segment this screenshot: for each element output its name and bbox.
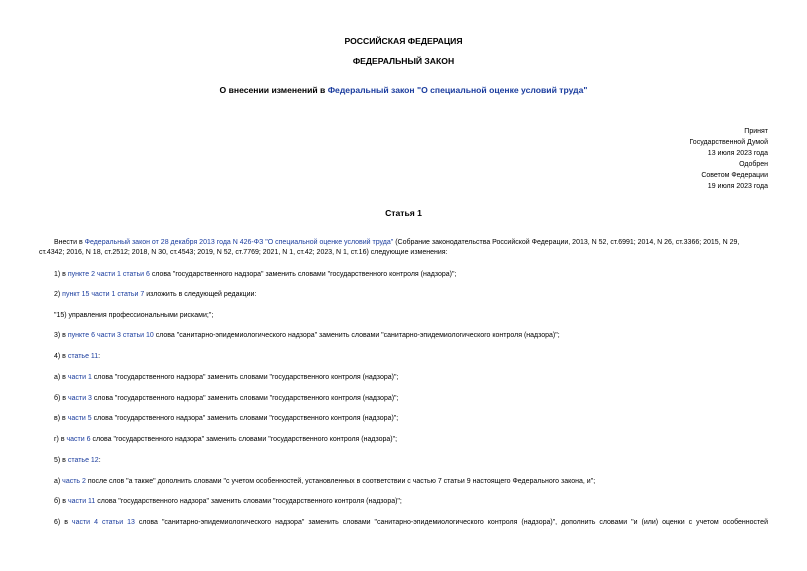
ref-link[interactable]: части 3 (67, 395, 92, 402)
ref-link[interactable]: статье 12 (67, 457, 99, 464)
adoption-date: 13 июля 2023 года (707, 150, 768, 157)
ref-link[interactable]: части 4 (71, 519, 98, 526)
text: 4) в (54, 353, 68, 360)
text: ст.4342; 2016, N 18, ст.2512; 2018, N 30, ст.4543; 2019, N 52, ст.7769; 2021, N 1, ст.42; 2023, N 1, ст.16) следующие изменения: (39, 249, 448, 256)
item-4b (39, 394, 768, 404)
text: 3) в (54, 332, 68, 339)
item-5a (39, 477, 768, 487)
ref-link[interactable]: пункт 15 (62, 291, 90, 298)
item-6 (39, 518, 768, 528)
item-2-quote: "15) управления профессиональными рисками;"; (54, 312, 214, 319)
ref-link[interactable]: статьи 6 (122, 271, 150, 278)
item-5b (39, 497, 768, 507)
text: Внести в (54, 239, 85, 246)
intro-paragraph-line2 (39, 248, 768, 258)
text: слова "государственного надзора" заменить словами "государственного контроля (надзора)"; (91, 415, 399, 422)
law-title-link[interactable]: Федеральный закон "О специальной оценке условий труда" (327, 85, 588, 95)
item-4c (39, 414, 768, 424)
ref-link[interactable]: статье 11 (67, 353, 99, 360)
text: слова "государственного надзора" заменить словами "государственного контроля (надзора)"; (95, 498, 402, 505)
ref-link[interactable]: части 3 (96, 332, 121, 339)
text: г) в (54, 436, 67, 443)
adoption-line: Одобрен (739, 161, 768, 168)
law-title-prefix: О внесении изменений в (219, 85, 328, 95)
text: а) (54, 478, 63, 485)
adoption-line: Советом Федерации (701, 172, 768, 179)
text: 1) в (54, 271, 68, 278)
text: : (98, 353, 101, 360)
text: слова "государственного надзора" заменить словами "государственного контроля (надзора)"; (91, 395, 399, 402)
text: после слов "а также" дополнить словами "с учетом особенностей, установленных в соответствии с частью 7 статьи 9 настоящего Федерального закона, и"; (85, 478, 596, 485)
item-4d (39, 435, 768, 445)
adoption-line: Принят (744, 128, 768, 135)
ref-link[interactable]: части 11 (67, 498, 96, 505)
text: 6) в (54, 519, 72, 526)
ref-link[interactable]: статьи 13 (101, 519, 135, 526)
law-title (0, 86, 807, 95)
intro-paragraph-line1 (39, 238, 768, 248)
law-type-heading: ФЕДЕРАЛЬНЫЙ ЗАКОН (352, 56, 455, 66)
ref-link[interactable]: пункте 2 (67, 271, 95, 278)
item-4 (39, 352, 768, 362)
law-reference-link[interactable]: Федеральный закон от 28 декабря 2013 года N 426-ФЗ "О специальной оценке условий труда" (84, 239, 394, 246)
ref-link[interactable]: части 1 (96, 271, 121, 278)
text: слова "государственного надзора" заменить словами "государственного контроля (надзора)"; (90, 436, 398, 443)
country-heading: РОССИЙСКАЯ ФЕДЕРАЦИЯ (344, 36, 463, 46)
adoption-date: 19 июля 2023 года (707, 183, 768, 190)
ref-link[interactable]: части 1 (91, 291, 116, 298)
item-1 (39, 270, 768, 280)
ref-link[interactable]: статьи 10 (122, 332, 154, 339)
text: слова "государственного надзора" заменить словами "государственного контроля (надзора)"; (149, 271, 457, 278)
text: 2) (54, 291, 63, 298)
text: слова "санитарно-эпидемиологического надзора" заменить словами "санитарно-эпидемиологического контроля (надзора)"; (153, 332, 560, 339)
item-2 (39, 290, 768, 300)
text: (Собрание законодательства Российской Федерации, 2013, N 52, ст.6991; 2014, N 26, ст.3366; 2015, N 29, (393, 239, 740, 246)
text: : (98, 457, 101, 464)
text: б) в (54, 498, 68, 505)
text: а) в (54, 374, 68, 381)
text: слова "государственного надзора" заменить словами "государственного контроля (надзора)"; (91, 374, 399, 381)
ref-link[interactable]: статьи 7 (117, 291, 145, 298)
text: в) в (54, 415, 68, 422)
adoption-block (568, 126, 768, 192)
ref-link[interactable]: часть 2 (62, 478, 86, 485)
item-5 (39, 456, 768, 466)
text: слова "санитарно-эпидемиологического надзора" заменить словами "санитарно-эпидемиологического контроля (надзора)", дополнить словами "и (или) оценки с учетом особенностей (134, 519, 768, 526)
text: 5) в (54, 457, 68, 464)
ref-link[interactable]: пункте 6 (67, 332, 95, 339)
text: б) в (54, 395, 68, 402)
text: изложить в следующей редакции: (144, 291, 257, 298)
ref-link[interactable]: части 6 (66, 436, 91, 443)
ref-link[interactable]: части 1 (67, 374, 92, 381)
ref-link[interactable]: части 5 (67, 415, 92, 422)
item-3 (39, 331, 768, 341)
article-heading: Статья 1 (385, 208, 422, 218)
adoption-line: Государственной Думой (689, 139, 768, 146)
item-4a (39, 373, 768, 383)
